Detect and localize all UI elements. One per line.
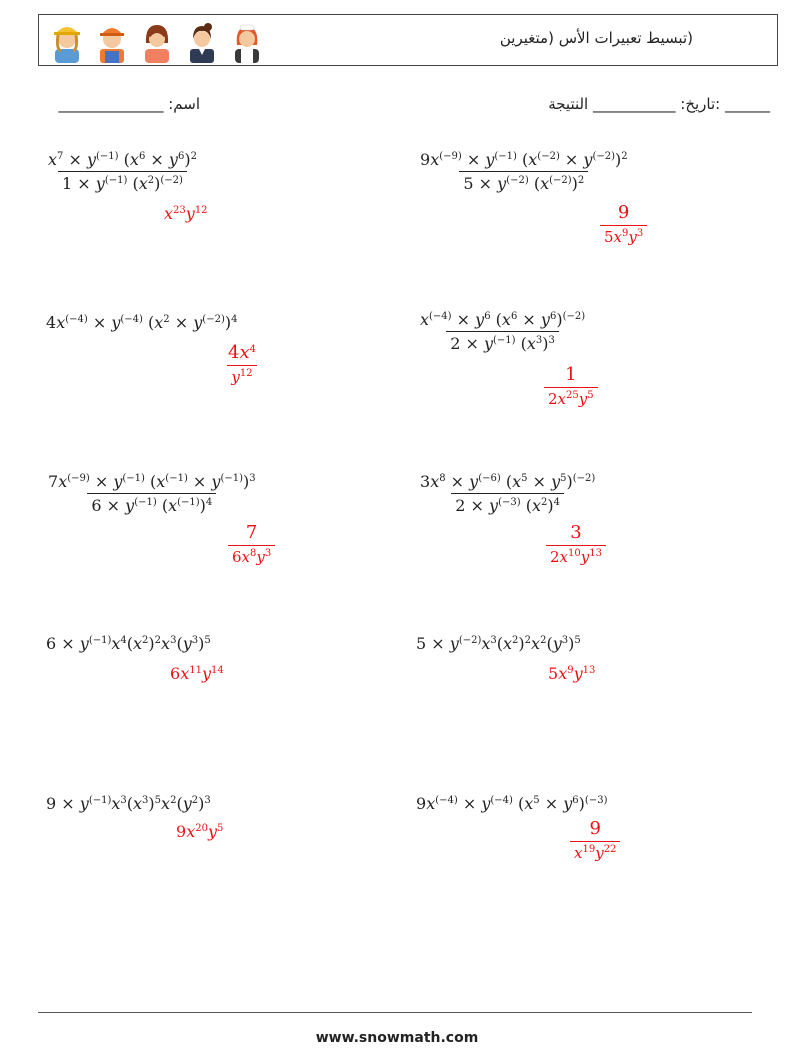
problem-4: $\frac{x^{(-4)} \times y^6 (x^6 \times y^6)^{(-2)}}{2 \times y^{(-1)} (x^3)^3}$ xyxy=(420,310,586,354)
answer-1: $x^{23}y^{12}$ xyxy=(164,204,208,223)
worker-woman-avatar xyxy=(47,19,87,63)
avatar-row xyxy=(47,19,267,63)
problem-3: $4x^{(-4)} \times y^{(-4)}$ $(x^2 \times y^{(-2)})^4$ xyxy=(46,313,238,332)
problem-8: $5 \times y^{(-2)}x^3(x^2)^2x^2(y^3)^5$ xyxy=(416,634,581,653)
answer-7: $6x^{11}y^{14}$ xyxy=(170,664,224,683)
worksheet-title: (تبسيط تعبيرات الأس (متغيرين xyxy=(499,29,693,47)
answer-6: $\frac{3}{2x^{10}y^{13}}$ xyxy=(546,522,606,566)
problem-9: $9 \times y^{(-1)}x^3(x^3)^5x^2(y^2)^3$ xyxy=(46,794,211,813)
problem-5: $\frac{7x^{(-9)} \times y^{(-1)} (x^{(-1)} \times y^{(-1)})^3}{6 \times y^{(-1)} (x^{(-1)})^4}$ xyxy=(48,472,256,516)
name-field[interactable]: اسم: ______________ xyxy=(58,95,200,113)
answer-9: $9x^{20}y^5$ xyxy=(176,822,224,841)
footer-divider xyxy=(38,1012,752,1013)
header-box xyxy=(38,14,778,66)
answer-3: $\frac{4x^4}{y^{12}}$ xyxy=(228,342,256,386)
businesswoman-avatar xyxy=(182,19,222,63)
woman-avatar xyxy=(137,19,177,63)
problem-1: $\frac{x^7 \times y^{(-1)} (x^6 \times y^6)^2}{1 \times y^{(-1)} (x^2)^{(-2)}}$ xyxy=(48,150,197,194)
problem-7: $6 \times y^{(-1)}x^4(x^2)^2x^3(y^3)^5$ xyxy=(46,634,211,653)
date-score-field[interactable]: ______ :تاريخ: ___________ النتيجة xyxy=(548,95,770,113)
builder-man-avatar xyxy=(92,19,132,63)
footer-site-link[interactable]: www.snowmath.com xyxy=(315,1030,479,1046)
answer-8: $5x^9y^{13}$ xyxy=(548,664,596,683)
chef-woman-avatar xyxy=(227,19,267,63)
problem-2: $\frac{9x^{(-9)} \times y^{(-1)} (x^{(-2)} \times y^{(-2)})^2}{5 \times y^{(-2)} (x^{(-2)})^2}$ xyxy=(420,150,628,194)
answer-2: $\frac{9}{5x^9y^3}$ xyxy=(600,202,647,246)
answer-5: $\frac{7}{6x^8y^3}$ xyxy=(228,522,275,566)
answer-10: $\frac{9}{x^{19}y^{22}}$ xyxy=(570,818,620,862)
problem-6: $\frac{3x^8 \times y^{(-6)} (x^5 \times y^5)^{(-2)}}{2 \times y^{(-3)} (x^2)^4}$ xyxy=(420,472,596,516)
answer-4: $\frac{1}{2x^{25}y^5}$ xyxy=(544,364,598,408)
problem-10: $9x^{(-4)} \times y^{(-4)}$ $(x^5 \times y^6)^{(-3)}$ xyxy=(416,794,608,813)
